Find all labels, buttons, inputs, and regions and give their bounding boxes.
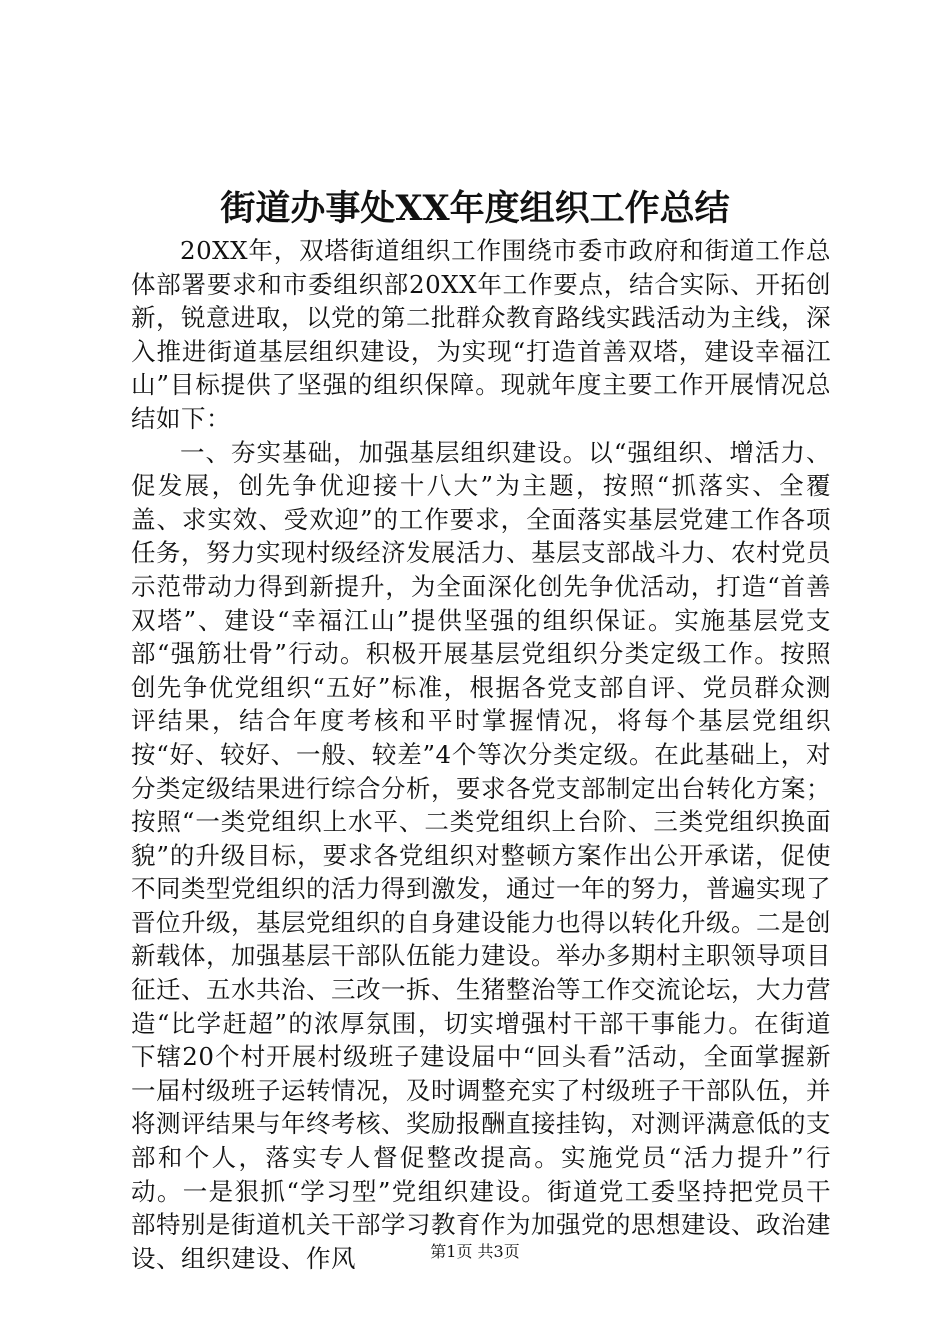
paragraph-section-one: 一、夯实基础，加强基层组织建设。以“强组织、增活力、促发展，创先争优迎接十八大”为主题，按照“抓落实、全覆盖、求实效、受欢迎”的工作要求，全面落实基层党建工作各项任务，努力实现村级经济发展活力、基层支部战斗力、农村党员示范带动力得到新提升，为全面深化创先争优活动，打造“首善双塔”、建设“幸福江山”提供坚强的组织保证。实施基层党支部“强筋壮骨”行动。积极开展基层党组织分类定级工作。按照创先争优党组织“五好”标准，根据各党支部自评、党员群众测评结果，结合年度考核和平时掌握情况，将每个基层党组织按“好、较好、一般、较差”4个等次分类定级。在此基础上，对分类定级结果进行综合分析，要求各党支部制定出台转化方案；按照“一类党组织上水平、二类党组织上台阶、三类党组织换面貌”的升级目标，要求各党组织对整顿方案作出公开承诺，促使不同类型党组织的活力得到激发，通过一年的努力，普遍实现了晋位升级，基层党组织的自身建设能力也得以转化升级。二是创新载体，加强基层干部队伍能力建设。举办多期村主职领导项目征迁、五水共治、三改一拆、生猪整治等工作交流论坛，大力营造“比学赶超”的浓厚氛围，切实增强村干部干事能力。在街道下辖20个村开展村级班子建设届中“回头看”活动，全面掌握新一届村级班子运转情况，及时调整充实了村级班子干部队伍，并将测评结果与年终考核、奖励报酬直接挂钩，对测评满意低的支部和个人，落实专人督促整改提高。实施党员“活力提升”行动。一是狠抓“学习型”党组织建设。街道党工委坚持把党员干部特别是街道机关干部学习教育作为加强党的思想建设、政治建设、组织建设、作风 (131, 437, 831, 1273)
paragraph-intro: 20XX年，双塔街道组织工作围绕市委市政府和街道工作总体部署要求和市委组织部20XX年工作要点，结合实际、开拓创新，锐意进取，以党的第二批群众教育路线实践活动为主线，深入推进街道基层组织建设，为实现“打造首善双塔，建设幸福江山”目标提供了坚强的组织保障。现就年度主要工作开展情况总结如下： (131, 236, 831, 433)
document-body (131, 234, 831, 1275)
page-footer: 第1页 共3页 (430, 1242, 520, 1261)
document-title: 街道办事处XX年度组织工作总结 (220, 188, 730, 229)
